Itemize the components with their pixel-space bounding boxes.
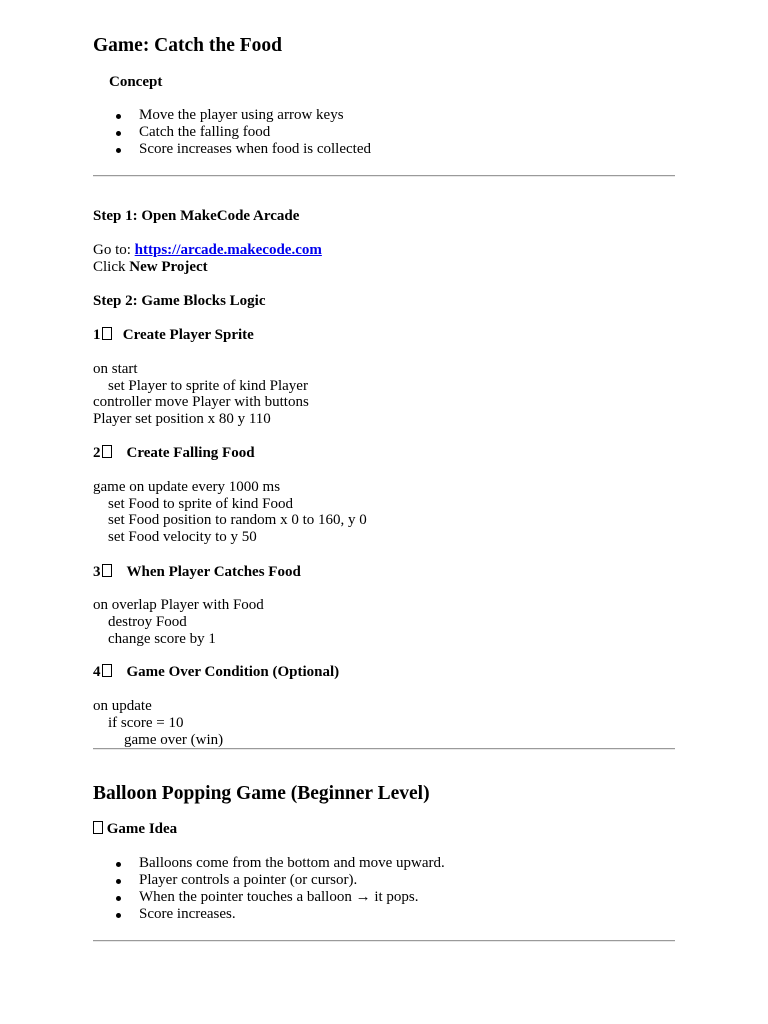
code-line: game on update every 1000 ms (93, 479, 281, 495)
emoji-placeholder-icon (93, 821, 103, 834)
divider (93, 748, 675, 750)
bullet-icon (116, 131, 121, 136)
section-title-catch-food: Game: Catch the Food (93, 35, 283, 56)
concept-heading: Concept (109, 74, 163, 90)
keycap-icon (102, 327, 112, 340)
code-line: set Food position to random x 0 to 160, y 0 (108, 512, 367, 528)
code-line: game over (win) (124, 732, 224, 748)
game-idea-heading: Game Idea (93, 821, 177, 838)
sub4-heading: 4 Game Over Condition (Optional) (93, 664, 340, 680)
goto-line (93, 242, 322, 259)
code-line: on overlap Player with Food (93, 597, 264, 613)
step1-heading: Step 1: Open MakeCode Arcade (93, 208, 300, 224)
goto-label: Go to: (93, 242, 135, 258)
code-line: change score by 1 (108, 631, 216, 647)
code-line: controller move Player with buttons (93, 394, 309, 410)
new-project-label: New Project (129, 259, 208, 275)
code-line: set Food velocity to y 50 (108, 529, 257, 545)
code-line: on update (93, 698, 152, 714)
code-line: on start (93, 361, 138, 377)
code-line: set Player to sprite of kind Player (108, 378, 308, 394)
sub3-heading: 3 When Player Catches Food (93, 564, 301, 580)
click-label: Click (93, 259, 130, 275)
bullet-icon (116, 148, 121, 153)
sub2-heading: 2 Create Falling Food (93, 445, 255, 461)
step2-heading: Step 2: Game Blocks Logic (93, 293, 266, 309)
bullet-icon (116, 862, 121, 867)
keycap-icon (102, 664, 112, 677)
divider (93, 175, 675, 177)
bullet-icon (116, 879, 121, 884)
sub1-heading: 1 Create Player Sprite (93, 327, 254, 343)
code-line: destroy Food (108, 614, 187, 630)
divider (93, 940, 675, 942)
section-title-balloon-game: Balloon Popping Game (Beginner Level) (93, 783, 430, 804)
bullet-icon (116, 114, 121, 119)
bullet-icon (116, 913, 121, 918)
keycap-icon (102, 564, 112, 577)
code-line: Player set position x 80 y 110 (93, 411, 271, 427)
click-line (93, 259, 208, 276)
code-line: set Food to sprite of kind Food (108, 496, 294, 512)
bullet-icon (116, 896, 121, 901)
makecode-link[interactable]: https://arcade.makecode.com (134, 242, 322, 258)
code-line: if score = 10 (108, 715, 184, 731)
keycap-icon (102, 445, 112, 458)
